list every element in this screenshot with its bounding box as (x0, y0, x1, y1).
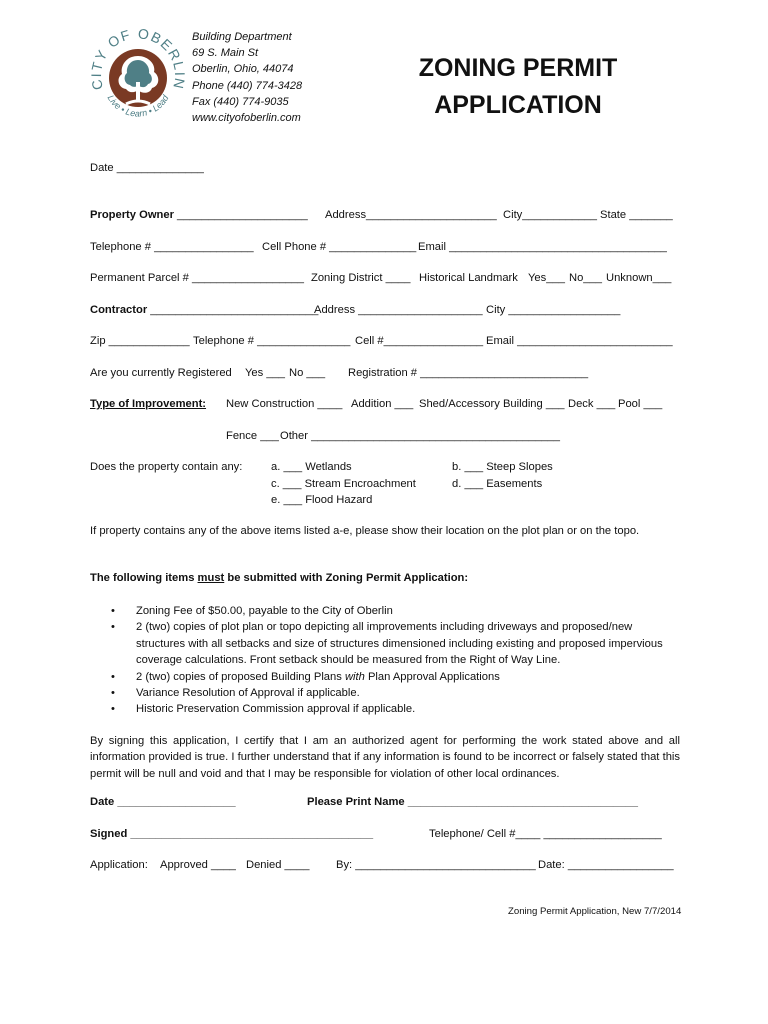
owner-address-field[interactable]: Address_____________________ (325, 209, 497, 221)
property-contain-question: Does the property contain any: (90, 461, 243, 473)
logo-arc-text: CITY OF OBERLIN (87, 26, 189, 92)
requirement-text: 2 (two) copies of plot plan or topo depicting all improvements including driveways and proposed/new structures with all setbacks and size of structures dimensioned including existing and proposed impervious coverage calculations. Front setback should be measured from the Right of Way Line. (136, 621, 663, 667)
parcel-field[interactable]: Permanent Parcel # __________________ (90, 272, 304, 284)
bullet: • (111, 670, 115, 683)
requirement-with: with (344, 670, 365, 683)
owner-state-field[interactable]: State _______ (600, 209, 673, 221)
steep-slopes-option[interactable]: b. ___ Steep Slopes (452, 461, 553, 473)
requirement-text: Variance Resolution of Approval if applicable. (136, 687, 360, 700)
heading-pre: The following items (90, 572, 198, 584)
signed-field[interactable]: Signed _______________________________________ (90, 828, 374, 840)
page-title (392, 50, 644, 124)
flood-hazard-option[interactable]: e. ___ Flood Hazard (271, 494, 373, 506)
contractor-email-field[interactable]: Email _________________________ (486, 335, 673, 347)
registration-number-field[interactable]: Registration # ___________________________ (348, 367, 589, 379)
contain-note: If property contains any of the above items listed a-e, please show their location on the plot plan or on the topo. (90, 525, 640, 537)
page-footer: Zoning Permit Application, New 7/7/2014 (508, 906, 682, 917)
registered-yes-option[interactable]: Yes ___ (245, 367, 286, 379)
requirement-text: Historic Preservation Commission approval if applicable. (136, 703, 416, 716)
new-construction-option[interactable]: New Construction ____ (226, 398, 343, 410)
email-field[interactable]: Email ___________________________________ (418, 241, 667, 253)
heading-post: be submitted with Zoning Permit Application: (224, 572, 469, 584)
registered-question: Are you currently Registered (90, 367, 232, 379)
heading-must: must (197, 572, 225, 584)
zoning-district-field[interactable]: Zoning District ____ (311, 272, 411, 284)
bullet: • (111, 687, 115, 700)
requirements-list (90, 603, 680, 718)
title-line-1: ZONING PERMIT (418, 54, 618, 82)
dept-line: Fax (440) 774-9035 (192, 95, 289, 108)
contractor-label: Contractor (90, 304, 148, 316)
bullet: • (111, 621, 115, 634)
addition-option[interactable]: Addition ___ (351, 398, 414, 410)
telephone-cell-field[interactable]: Telephone/ Cell #____ ___________________ (429, 828, 662, 840)
property-owner-blank: _____________________ (173, 209, 308, 221)
contractor-blank: ___________________________ (147, 304, 319, 316)
list-item (90, 685, 680, 701)
approval-date-field[interactable]: Date: _________________ (538, 859, 674, 871)
bullet: • (111, 605, 115, 617)
requirements-heading (90, 572, 468, 584)
dept-line: Phone (440) 774-3428 (192, 79, 303, 92)
property-owner-field[interactable] (90, 209, 308, 221)
contractor-cell-field[interactable]: Cell #________________ (355, 335, 484, 347)
historical-unknown-option[interactable]: Unknown___ (606, 272, 672, 284)
contractor-field[interactable] (90, 304, 318, 316)
dept-line: 69 S. Main St (192, 47, 259, 60)
contractor-telephone-field[interactable]: Telephone # _______________ (193, 335, 351, 347)
by-field[interactable]: By: _____________________________ (336, 859, 536, 871)
approved-field[interactable]: Approved ____ (160, 859, 236, 871)
contractor-city-field[interactable]: City __________________ (486, 304, 621, 316)
dept-line: Oberlin, Ohio, 44074 (192, 63, 294, 76)
historical-landmark-label: Historical Landmark (419, 272, 518, 284)
deck-option[interactable]: Deck ___ (568, 398, 616, 410)
city-of-oberlin-logo (86, 26, 190, 130)
historical-yes-option[interactable]: Yes___ (528, 272, 565, 284)
list-item (90, 669, 680, 685)
type-of-improvement-label: Type of Improvement: (90, 398, 207, 410)
wetlands-option[interactable]: a. ___ Wetlands (271, 461, 352, 473)
fence-option[interactable]: Fence ___ (226, 430, 279, 442)
telephone-field[interactable]: Telephone # ________________ (90, 241, 254, 253)
list-item (90, 701, 680, 717)
print-name-field[interactable]: Please Print Name _____________________________________ (307, 796, 638, 808)
signature-date-field[interactable]: Date ___________________ (90, 796, 236, 808)
registered-no-option[interactable]: No ___ (289, 367, 326, 379)
property-owner-label: Property Owner (90, 209, 174, 221)
easements-option[interactable]: d. ___ Easements (452, 478, 543, 490)
stream-encroachment-option[interactable]: c. ___ Stream Encroachment (271, 478, 416, 490)
title-line-2: APPLICATION (434, 91, 602, 119)
pool-option[interactable]: Pool ___ (618, 398, 663, 410)
historical-no-option[interactable]: No___ (569, 272, 602, 284)
requirement-text: 2 (two) copies of proposed Building Plans (136, 670, 345, 683)
dept-line: Building Department (192, 31, 292, 43)
list-item (90, 619, 680, 668)
requirement-text: Zoning Fee of $50.00, payable to the City of Oberlin (136, 605, 393, 617)
dept-website: www.cityofoberlin.com (192, 112, 301, 125)
contractor-address-field[interactable]: Address ____________________ (314, 304, 483, 316)
owner-city-field[interactable]: City____________ (503, 209, 597, 221)
cell-phone-field[interactable]: Cell Phone # ______________ (262, 241, 417, 253)
denied-field[interactable]: Denied ____ (246, 859, 310, 871)
zip-field[interactable]: Zip _____________ (90, 335, 190, 347)
department-info (192, 29, 302, 126)
other-improvement-field[interactable]: Other ________________________________________ (280, 430, 560, 442)
application-label: Application: (90, 859, 148, 871)
bullet: • (111, 703, 115, 716)
certification-paragraph: By signing this application, I certify that I am an authorized agent for performing the work stated above and all information provided is true. I further understand that if any information is found to be incorrect or falsely stated that this permit will be null and void and that I may be responsible for violation of other local ordinances. (90, 735, 680, 780)
shed-option[interactable]: Shed/Accessory Building ___ (419, 398, 565, 410)
logo-motto: Live • Learn • Lead (105, 93, 171, 119)
requirement-text: Plan Approval Applications (364, 670, 500, 683)
date-field[interactable]: Date ______________ (90, 162, 204, 174)
list-item (90, 603, 680, 619)
